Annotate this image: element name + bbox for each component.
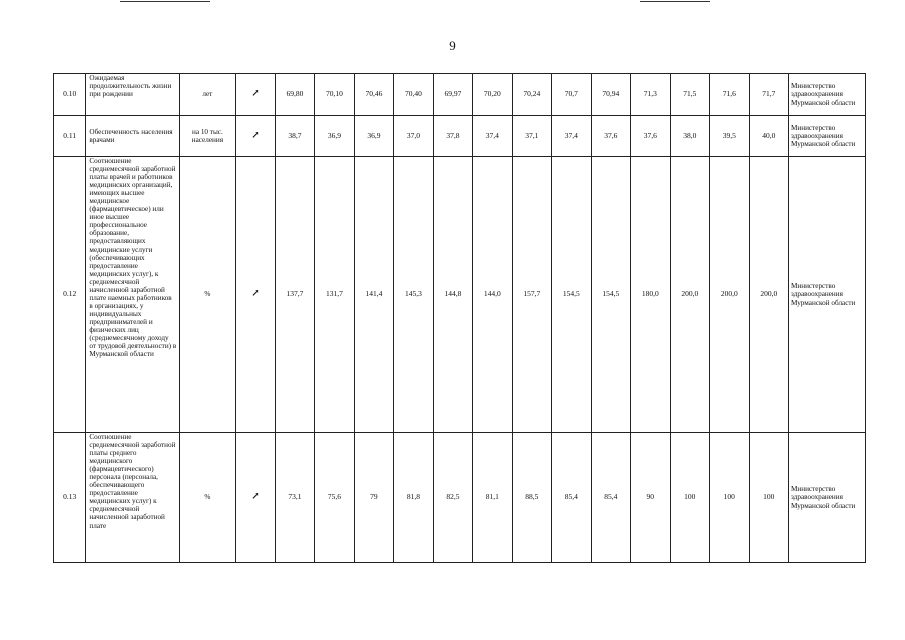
unit-cell: лет	[179, 74, 236, 116]
value-cell: 37,8	[433, 116, 472, 157]
value-cell: 71,7	[749, 74, 788, 116]
table-row	[54, 116, 866, 157]
responsible-authority: Министерство здравоохранения Мурманской области	[789, 74, 866, 116]
value-cell: 36,9	[315, 116, 354, 157]
indicator-name: Соотношение среднемесячной заработной платы врачей и работников медицинских организаций, имеющих высшее медицинское (фармацевтическое) или иное высшее профессиональное образование, предоставляющих медицинские услуги (обеспечивающих предоставление медицинских услуг), к среднемесячной начисленной заработной плате наемных работников в организациях, у индивидуальных предпринимателей и физических лиц (среднемесячному доходу от трудовой деятельности) в Мурманской области	[86, 157, 179, 433]
value-cell: 82,5	[433, 433, 472, 563]
value-cell: 69,97	[433, 74, 472, 116]
value-cell: 154,5	[591, 157, 630, 433]
value-cell: 75,6	[315, 433, 354, 563]
page-number: 9	[449, 38, 456, 53]
trend-arrow-icon: ↗	[236, 116, 275, 157]
value-cell: 70,24	[512, 74, 551, 116]
value-cell: 70,7	[552, 74, 591, 116]
value-cell: 154,5	[552, 157, 591, 433]
indicator-name: Соотношение среднемесячной заработной платы среднего медицинского (фармацевтического) персонала (персонала, обеспечивающего предоставление медицинских услуг) к среднемесячной начисленной заработной плате	[86, 433, 179, 563]
value-cell: 37,0	[394, 116, 433, 157]
indicator-name: Обеспеченность населения врачами	[86, 116, 179, 157]
value-cell: 36,9	[354, 116, 393, 157]
table-row	[54, 157, 866, 433]
row-code: 0.12	[54, 157, 86, 433]
value-cell: 70,94	[591, 74, 630, 116]
value-cell: 200,0	[749, 157, 788, 433]
value-cell: 200,0	[670, 157, 709, 433]
value-cell: 90	[631, 433, 670, 563]
value-cell: 100	[749, 433, 788, 563]
trend-arrow-icon: ↗	[236, 157, 275, 433]
trend-arrow-icon: ↗	[236, 433, 275, 563]
value-cell: 71,6	[710, 74, 749, 116]
value-cell: 100	[670, 433, 709, 563]
row-code: 0.13	[54, 433, 86, 563]
value-cell: 71,5	[670, 74, 709, 116]
value-cell: 70,40	[394, 74, 433, 116]
scan-artifact-top-left	[120, 1, 210, 2]
value-cell: 37,6	[591, 116, 630, 157]
value-cell: 144,0	[473, 157, 512, 433]
value-cell: 40,0	[749, 116, 788, 157]
value-cell: 39,5	[710, 116, 749, 157]
row-code: 0.10	[54, 74, 86, 116]
value-cell: 137,7	[275, 157, 314, 433]
value-cell: 131,7	[315, 157, 354, 433]
value-cell: 145,3	[394, 157, 433, 433]
value-cell: 37,1	[512, 116, 551, 157]
value-cell: 144,8	[433, 157, 472, 433]
table-row	[54, 433, 866, 563]
responsible-authority: Министерство здравоохранения Мурманской области	[789, 116, 866, 157]
value-cell: 37,4	[473, 116, 512, 157]
unit-cell: %	[179, 157, 236, 433]
value-cell: 180,0	[631, 157, 670, 433]
unit-cell: %	[179, 433, 236, 563]
value-cell: 70,10	[315, 74, 354, 116]
value-cell: 71,3	[631, 74, 670, 116]
value-cell: 85,4	[591, 433, 630, 563]
table-row	[54, 74, 866, 116]
value-cell: 37,6	[631, 116, 670, 157]
responsible-authority: Министерство здравоохранения Мурманской области	[789, 433, 866, 563]
value-cell: 37,4	[552, 116, 591, 157]
indicators-table	[53, 73, 866, 563]
value-cell: 38,0	[670, 116, 709, 157]
indicator-name: Ожидаемая продолжительность жизни при рождении	[86, 74, 179, 116]
value-cell: 79	[354, 433, 393, 563]
value-cell: 70,20	[473, 74, 512, 116]
value-cell: 81,1	[473, 433, 512, 563]
value-cell: 200,0	[710, 157, 749, 433]
value-cell: 157,7	[512, 157, 551, 433]
value-cell: 38,7	[275, 116, 314, 157]
scan-artifact-top-right	[640, 1, 710, 2]
value-cell: 73,1	[275, 433, 314, 563]
value-cell: 70,46	[354, 74, 393, 116]
trend-arrow-icon: ↗	[236, 74, 275, 116]
value-cell: 69,80	[275, 74, 314, 116]
value-cell: 81,8	[394, 433, 433, 563]
value-cell: 85,4	[552, 433, 591, 563]
unit-cell: на 10 тыс. населения	[179, 116, 236, 157]
value-cell: 100	[710, 433, 749, 563]
value-cell: 88,5	[512, 433, 551, 563]
row-code: 0.11	[54, 116, 86, 157]
responsible-authority: Министерство здравоохранения Мурманской области	[789, 157, 866, 433]
value-cell: 141,4	[354, 157, 393, 433]
